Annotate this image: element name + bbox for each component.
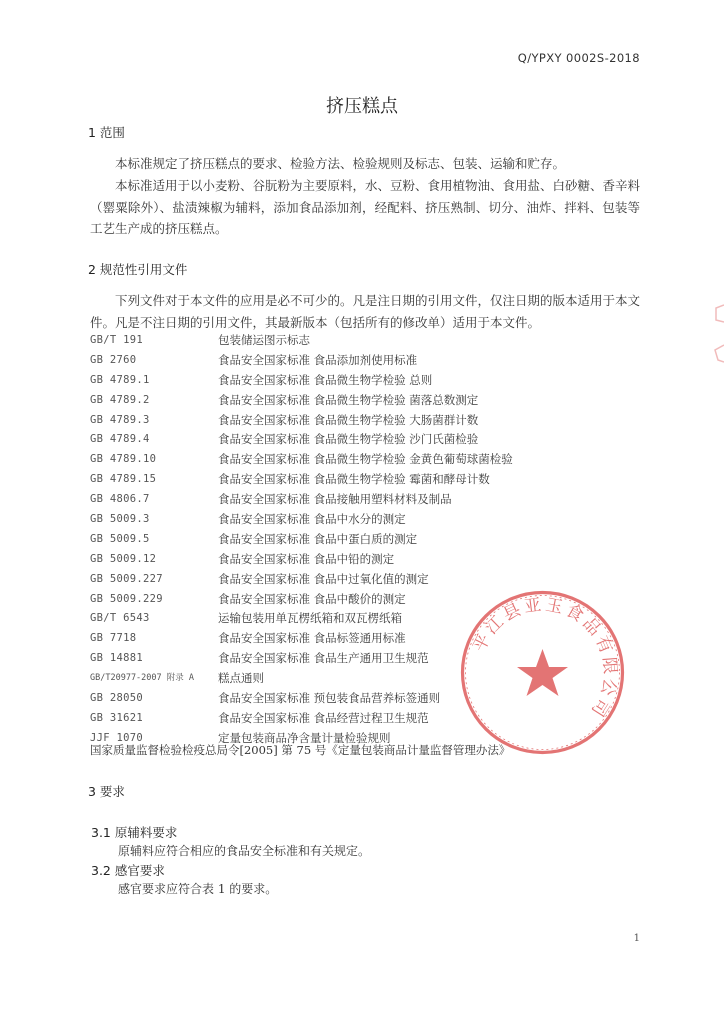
reference-code: GB 28050 — [90, 692, 143, 705]
page-number: 1 — [633, 933, 640, 944]
reference-name: 食品安全国家标准 食品接触用塑料材料及制品 — [218, 492, 452, 507]
reference-code: GB/T 191 — [90, 334, 143, 346]
company-seal-stamp — [455, 585, 630, 760]
reference-name: 糕点通则 — [218, 671, 264, 686]
reference-name: 食品安全国家标准 食品微生物学检验 沙门氏菌检验 — [218, 432, 479, 447]
reference-code: GB 7718 — [90, 632, 137, 645]
reference-code: GB 4789.4 — [90, 433, 150, 446]
reference-name: 食品安全国家标准 食品微生物学检验 总则 — [218, 372, 433, 387]
reference-name: 定量包装商品净含量计量检验规则 — [218, 730, 391, 745]
reference-item — [90, 510, 630, 530]
reference-item — [90, 331, 630, 351]
reference-code: GB 4789.15 — [90, 473, 157, 486]
reference-item — [90, 450, 630, 470]
reference-name: 食品安全国家标准 食品中过氧化值的测定 — [218, 571, 429, 586]
reference-code: GB 31621 — [90, 711, 143, 724]
reference-code: GB 5009.229 — [90, 592, 163, 605]
reference-code: GB 4806.7 — [90, 493, 150, 506]
reference-name: 食品安全国家标准 食品标签通用标准 — [218, 631, 406, 646]
section-heading-scope: 1 范围 — [88, 125, 125, 140]
reference-item — [90, 470, 630, 490]
reference-code: GB 14881 — [90, 652, 143, 665]
reference-name: 食品安全国家标准 食品中水分的测定 — [218, 512, 406, 527]
reference-item — [90, 490, 630, 510]
reference-code: GB 4789.3 — [90, 413, 150, 426]
page-edge-seal-fragment — [710, 300, 724, 380]
reference-name: 食品安全国家标准 食品中铅的测定 — [218, 551, 395, 566]
raw-materials-text: 原辅料应符合相应的食品安全标准和有关规定。 — [118, 844, 371, 858]
document-number: Q/YPXY 0002S-2018 — [517, 51, 640, 65]
regulation-reference: 国家质量监督检验检疫总局令[2005] 第 75 号《定量包装商品计量监督管理办法》 — [90, 743, 511, 757]
reference-item — [90, 530, 630, 550]
document-title: 挤压糕点 — [326, 96, 398, 117]
reference-code: GB 5009.227 — [90, 572, 163, 585]
reference-code: GB 5009.12 — [90, 552, 157, 565]
reference-name: 食品安全国家标准 食品微生物学检验 霉菌和酵母计数 — [218, 472, 490, 487]
section-heading-references: 2 规范性引用文件 — [88, 262, 188, 277]
subsection-heading-sensory: 3.2 感官要求 — [91, 863, 165, 878]
reference-item — [90, 351, 630, 371]
reference-code: GB 4789.1 — [90, 373, 150, 386]
references-intro: 下列文件对于本文件的应用是必不可少的。凡是注日期的引用文件，仅注日期的版本适用于本文件。凡是不注日期的引用文件，其最新版本（包括所有的修改单）适用于本文件。 — [90, 293, 641, 330]
reference-code: GB 5009.5 — [90, 532, 150, 545]
reference-name: 食品安全国家标准 食品微生物学检验 菌落总数测定 — [218, 392, 479, 407]
reference-code: GB 4789.2 — [90, 393, 150, 406]
reference-name: 食品安全国家标准 食品中蛋白质的测定 — [218, 531, 418, 546]
reference-code: GB/T20977-2007 附录 A — [90, 673, 194, 684]
reference-name: 食品安全国家标准 食品经营过程卫生规范 — [218, 710, 429, 725]
reference-code: GB/T 6543 — [90, 612, 150, 625]
reference-name: 食品安全国家标准 食品生产通用卫生规范 — [218, 651, 429, 666]
reference-item — [90, 430, 630, 450]
reference-item — [90, 391, 630, 411]
reference-item — [90, 550, 630, 570]
reference-name: 食品安全国家标准 食品微生物学检验 大肠菌群计数 — [218, 412, 479, 427]
scope-paragraph-2: 本标准适用于以小麦粉、谷朊粉为主要原料，水、豆粉、食用植物油、食用盐、白砂糖、香辛料（罂粟除外）、盐渍辣椒为辅料，添加食品添加剂，经配料、挤压熟制、切分、油炸、拌料、包装等工艺生产成的挤压糕点。 — [90, 178, 641, 236]
reference-name: 食品安全国家标准 食品微生物学检验 金黄色葡萄球菌检验 — [218, 452, 513, 467]
reference-name: 包装储运图示标志 — [218, 333, 310, 347]
reference-item — [90, 411, 630, 431]
reference-code: GB 4789.10 — [90, 453, 157, 466]
reference-name: 运输包装用单瓦楞纸箱和双瓦楞纸箱 — [218, 611, 402, 626]
reference-name: 食品安全国家标准 食品中酸价的测定 — [218, 591, 406, 606]
subsection-heading-raw-materials: 3.1 原辅料要求 — [91, 825, 178, 840]
reference-code: GB 2760 — [90, 353, 137, 366]
reference-code: JJF 1070 — [90, 731, 143, 744]
reference-code: GB 5009.3 — [90, 513, 150, 526]
scope-paragraph-1: 本标准规定了挤压糕点的要求、检验方法、检验规则及标志、包装、运输和贮存。 — [115, 156, 566, 171]
reference-name: 食品安全国家标准 预包装食品营养标签通则 — [218, 691, 441, 706]
seal-text: 平江县亚玉食品有限公司 — [469, 594, 621, 723]
reference-item — [90, 371, 630, 391]
section-heading-requirements: 3 要求 — [88, 784, 125, 799]
sensory-text: 感官要求应符合表 1 的要求。 — [118, 882, 278, 896]
reference-name: 食品安全国家标准 食品添加剂使用标准 — [218, 352, 418, 367]
